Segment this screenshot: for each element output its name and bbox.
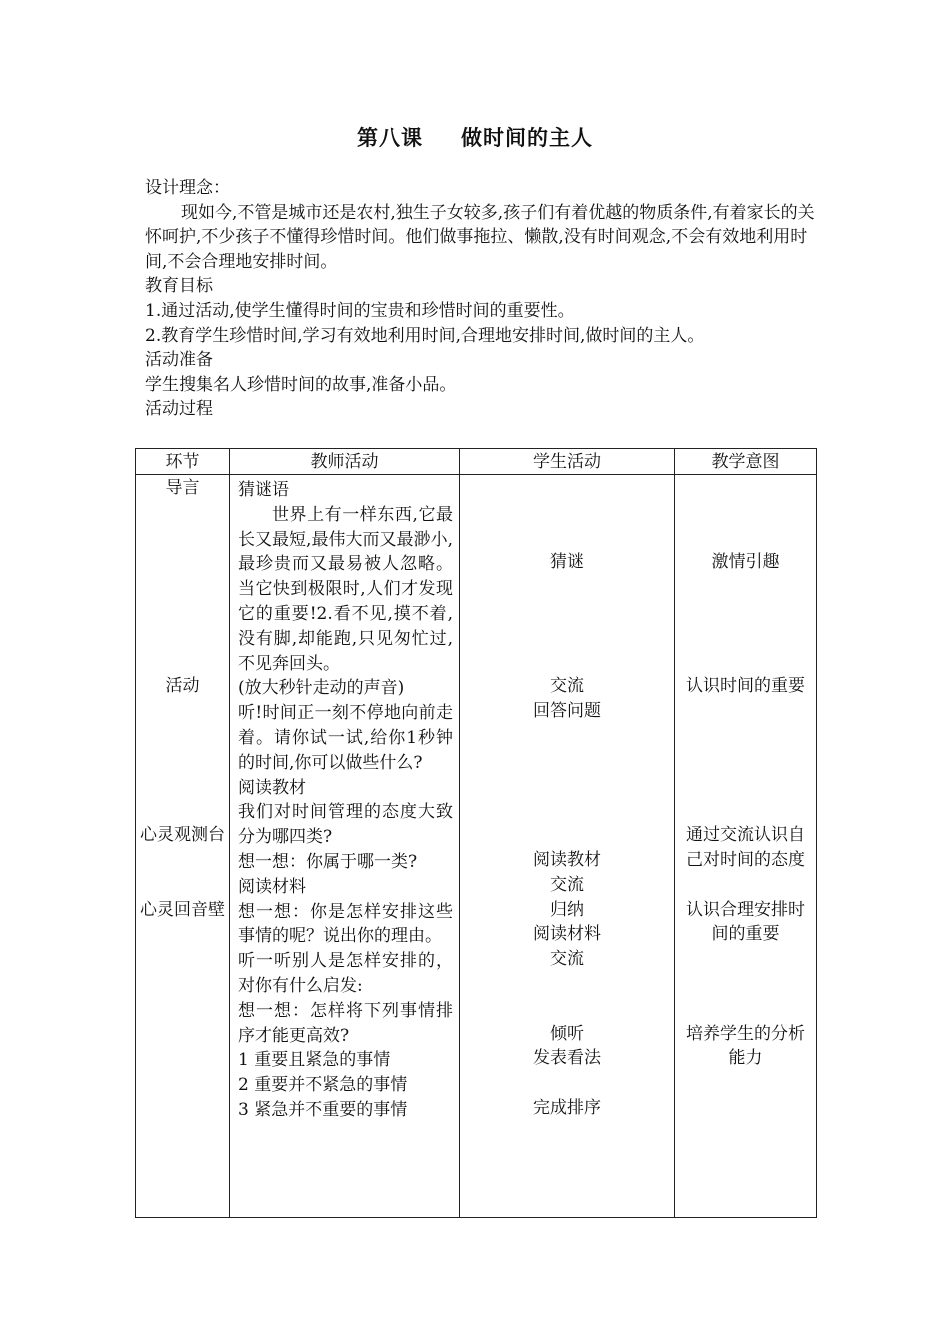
student-cell: [460, 475, 675, 1218]
student-express: 发表看法: [533, 1048, 601, 1069]
header-student: 学生活动: [460, 449, 675, 475]
teacher-cell: [230, 475, 460, 1218]
student-read-material: 阅读材料: [533, 924, 601, 945]
goal-2: 2.教育学生珍惜时间,学习有效地利用时间,合理地安排时间,做时间的主人。: [145, 325, 705, 346]
listen-others: 听一听别人是怎样安排的，对你有什么启发:: [238, 951, 453, 996]
stage-cell: [136, 475, 230, 1218]
intent-attitude: 通过交流认识自己对时间的态度: [686, 825, 805, 870]
think-2: 想一想：你是怎样安排这些事情的呢？说出你的理由。: [238, 901, 453, 947]
prep-text: 学生搜集名人珍惜时间的故事,准备小品。: [145, 374, 457, 395]
goal-1: 1.通过活动,使学生懂得时间的宝贵和珍惜时间的重要性。: [145, 300, 575, 321]
priority-item-3: 3 紧急并不重要的事情: [238, 1099, 408, 1120]
stage-echo: 心灵回音壁: [140, 899, 225, 920]
concept-text: 现如今,不管是城市还是农村,独生子女较多,孩子们有着优越的物质条件,有着家长的关怀呵护,不少孩子不懂得珍惜时间。他们做事拖拉、懒散,没有时间观念,不会有效地利用时间,不会合理地安排时间。: [145, 202, 815, 272]
student-answer: 回答问题: [533, 701, 601, 722]
riddle-text: 世界上有一样东西,它最长又最短,最伟大而又最渺小,最珍贵而又最易被人忽略。当它快到极限时,人们才发现它的重要!2.看不见,摸不着,没有脚,却能跑,只见匆忙过,不见奔回头。: [238, 504, 453, 674]
listen-text: 听!时间正一刻不停地向前走着。请你试一试,给你1秒钟的时间,你可以做些什么?: [238, 703, 453, 773]
student-listen: 倾听: [550, 1023, 584, 1044]
table-header-row: [136, 449, 817, 475]
student-exchange-3: 交流: [550, 949, 584, 970]
stage-activity: 活动: [165, 676, 200, 697]
activity-table: [135, 448, 817, 1218]
goals-heading: 教育目标: [145, 276, 213, 297]
student-guess: 猜谜: [550, 552, 584, 573]
header-intent: 教学意图: [675, 449, 817, 475]
student-exchange-1: 交流: [550, 676, 584, 697]
student-read-textbook: 阅读教材: [533, 849, 601, 870]
table-row: [136, 475, 817, 1218]
header-stage: 环节: [136, 449, 230, 475]
intent-importance: 认识时间的重要: [686, 676, 805, 697]
priority-item-2: 2 重要并不紧急的事情: [238, 1075, 408, 1096]
intent-cell: [675, 475, 817, 1218]
concept-heading: 设计理念：: [145, 178, 230, 198]
read-textbook: 阅读教材: [238, 777, 306, 798]
intent-analysis: 培养学生的分析能力: [686, 1023, 805, 1069]
sound-note: (放大秒针走动的声音): [238, 678, 405, 699]
intro-section: [145, 176, 825, 422]
stage-observation: 心灵观测台: [140, 825, 225, 846]
lesson-number: 第八课: [357, 126, 423, 150]
intent-spark: 激情引趣: [711, 552, 780, 573]
page-title: [0, 122, 950, 152]
header-teacher: 教师活动: [230, 449, 460, 475]
student-summarize: 归纳: [550, 899, 584, 920]
prep-heading: 活动准备: [145, 350, 213, 371]
lesson-name: 做时间的主人: [461, 126, 593, 150]
process-heading: 活动过程: [145, 399, 213, 420]
intent-planning: 认识合理安排时间的重要: [686, 899, 805, 945]
riddle-title: 猜谜语: [238, 480, 289, 500]
read-material: 阅读材料: [238, 876, 306, 897]
student-sort: 完成排序: [533, 1097, 601, 1118]
think-1: 想一想：你属于哪一类?: [238, 851, 418, 872]
attitude-question: 我们对时间管理的态度大致分为哪四类?: [238, 802, 453, 848]
stage-intro: 导言: [165, 478, 200, 498]
priority-item-1: 1 重要且紧急的事情: [238, 1050, 391, 1071]
think-3: 想一想：怎样将下列事情排序才能更高效?: [238, 1000, 453, 1046]
student-exchange-2: 交流: [550, 874, 584, 895]
